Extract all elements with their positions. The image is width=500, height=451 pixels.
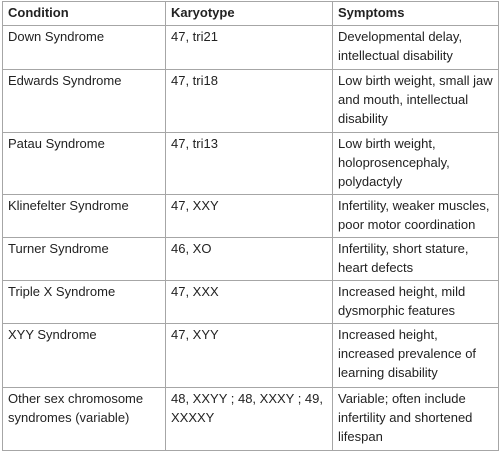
symptoms-cell: Increased height, increased prevalence of learning disability (333, 324, 499, 388)
karyotype-cell: 46, XO (166, 238, 333, 281)
chromosomal-conditions-table (2, 1, 499, 451)
table-row (3, 324, 499, 388)
symptoms-cell: Infertility, short stature, heart defects (333, 238, 499, 281)
column-header-symptoms: Symptoms (333, 2, 499, 26)
table-row (3, 70, 499, 133)
condition-cell: Edwards Syndrome (3, 70, 166, 133)
table-row (3, 388, 499, 451)
karyotype-cell: 47, tri18 (166, 70, 333, 133)
column-header-karyotype: Karyotype (166, 2, 333, 26)
symptoms-cell: Developmental delay, intellectual disability (333, 26, 499, 70)
symptoms-cell: Low birth weight, holoprosencephaly, polydactyly (333, 133, 499, 195)
column-header-condition: Condition (3, 2, 166, 26)
symptoms-cell: Low birth weight, small jaw and mouth, intellectual disability (333, 70, 499, 133)
condition-cell: Turner Syndrome (3, 238, 166, 281)
condition-cell: Triple X Syndrome (3, 281, 166, 324)
karyotype-cell: 47, tri13 (166, 133, 333, 195)
table-header-row (3, 2, 499, 26)
table-row (3, 238, 499, 281)
table-row (3, 195, 499, 238)
table-row (3, 133, 499, 195)
condition-cell: Klinefelter Syndrome (3, 195, 166, 238)
karyotype-cell: 47, XXX (166, 281, 333, 324)
karyotype-cell: 47, XYY (166, 324, 333, 388)
condition-cell: Patau Syndrome (3, 133, 166, 195)
table-row (3, 281, 499, 324)
table-row (3, 26, 499, 70)
symptoms-cell: Infertility, weaker muscles, poor motor coordination (333, 195, 499, 238)
condition-cell: Down Syndrome (3, 26, 166, 70)
symptoms-cell: Variable; often include infertility and shortened lifespan (333, 388, 499, 451)
condition-cell: XYY Syndrome (3, 324, 166, 388)
condition-cell: Other sex chromosome syndromes (variable) (3, 388, 166, 451)
karyotype-cell: 47, tri21 (166, 26, 333, 70)
karyotype-cell: 48, XXYY ; 48, XXXY ; 49, XXXXY (166, 388, 333, 451)
karyotype-cell: 47, XXY (166, 195, 333, 238)
symptoms-cell: Increased height, mild dysmorphic features (333, 281, 499, 324)
